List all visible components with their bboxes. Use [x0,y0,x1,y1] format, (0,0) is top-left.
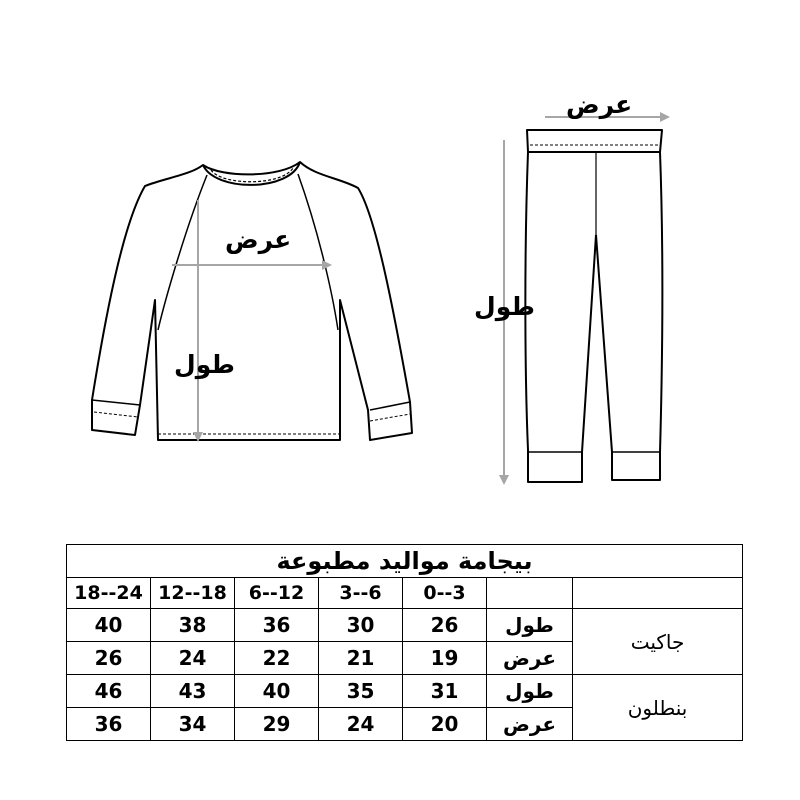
table-cell: 30 [319,609,403,642]
pants-length-label: طول [474,292,535,321]
table-cell: 22 [235,642,319,675]
dimension-label: طول [487,609,573,642]
table-cell: 34 [151,708,235,741]
size-header: 18--24 [67,578,151,609]
dimension-label: عرض [487,708,573,741]
garment-label-jacket: جاكيت [573,609,743,675]
size-table [66,544,743,741]
empty-header-cell [487,578,573,609]
size-header: 6--12 [235,578,319,609]
shirt-drawing [92,162,412,440]
table-title: بيجامة مواليد مطبوعة [67,545,743,578]
table-cell: 40 [235,675,319,708]
table-cell: 46 [67,675,151,708]
table-cell: 21 [319,642,403,675]
table-cell: 43 [151,675,235,708]
table-cell: 26 [67,642,151,675]
shirt-length-label: طول [174,350,235,379]
table-cell: 35 [319,675,403,708]
table-cell: 20 [403,708,487,741]
table-cell: 38 [151,609,235,642]
table-cell: 24 [319,708,403,741]
table-cell: 36 [235,609,319,642]
table-cell: 24 [151,642,235,675]
garment-label-pants: بنطلون [573,675,743,741]
size-header: 12--18 [151,578,235,609]
size-header: 0--3 [403,578,487,609]
shirt-width-label: عرض [225,225,292,254]
table-cell: 29 [235,708,319,741]
dimension-label: طول [487,675,573,708]
table-cell: 26 [403,609,487,642]
dimension-label: عرض [487,642,573,675]
size-header: 3--6 [319,578,403,609]
table-cell: 19 [403,642,487,675]
pants-drawing [525,130,662,482]
table-cell: 40 [67,609,151,642]
table-cell: 31 [403,675,487,708]
empty-header-cell [573,578,743,609]
pants-width-label: عرض [566,90,633,119]
table-cell: 36 [67,708,151,741]
